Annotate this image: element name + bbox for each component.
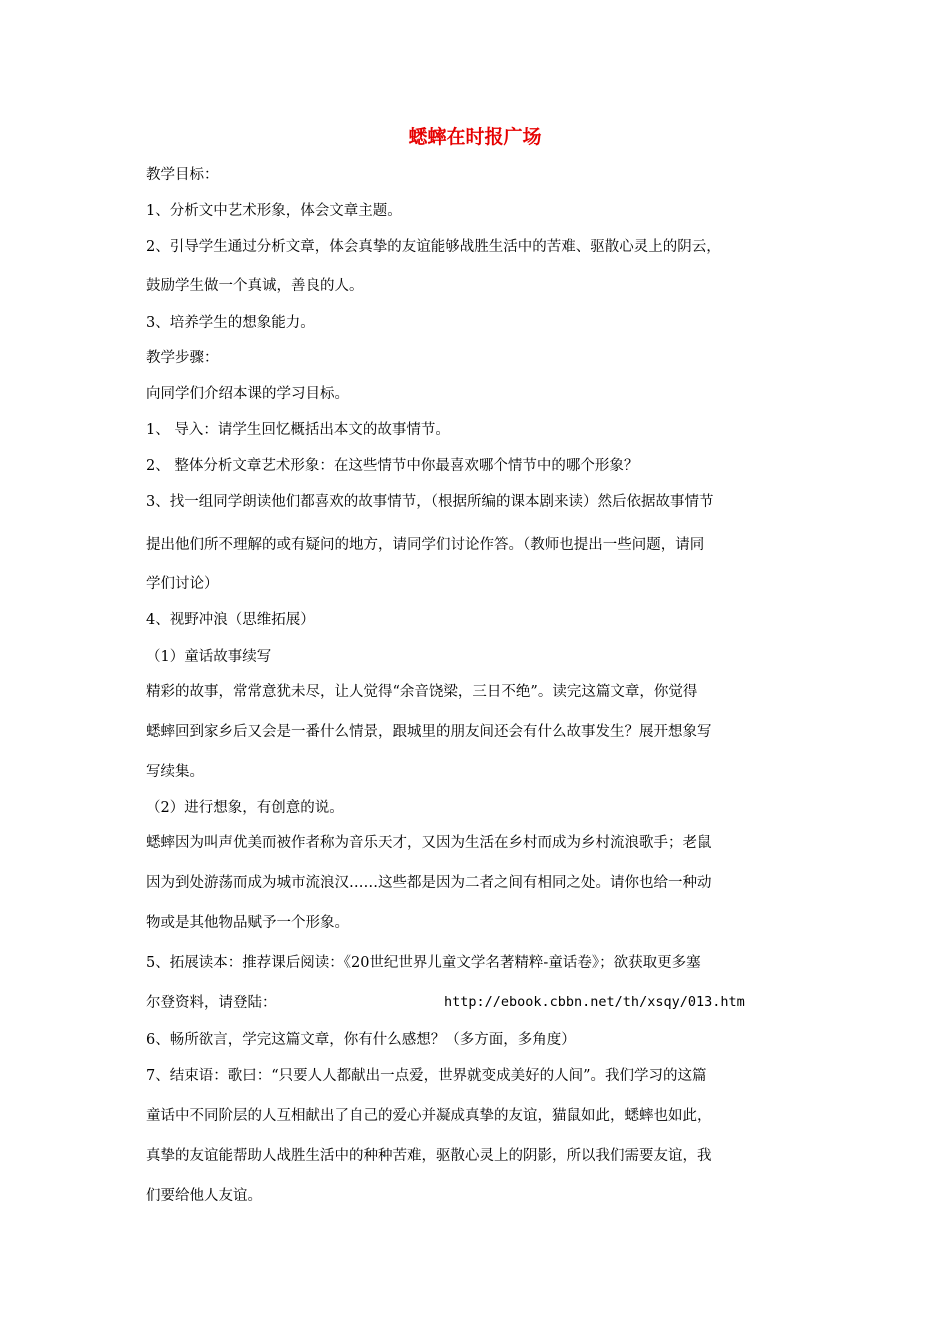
text-line: 学们讨论） (146, 576, 219, 592)
document-url-link[interactable]: http://ebook.cbbn.net/th/xsqy/013.htm (444, 994, 745, 1010)
text-line: 蟋蟀回到家乡后又会是一番什么情景，跟城里的朋友间还会有什么故事发生？展开想象写 (146, 724, 712, 740)
text-line: 们要给他人友谊。 (146, 1188, 262, 1204)
text-line: 2、引导学生通过分析文章，体会真挚的友谊能够战胜生活中的苦难、驱散心灵上的阴云， (146, 239, 721, 255)
text-line: 物或是其他物品赋予一个形象。 (146, 915, 349, 931)
text-line: 3、培养学生的想象能力。 (146, 315, 315, 331)
text-line: 写续集。 (146, 764, 204, 780)
text-line: 3、找一组同学朗读他们都喜欢的故事情节，（根据所编的课本剧来读）然后依据故事情节 (146, 494, 714, 510)
document-title: 蟋蟀在时报广场 (408, 126, 542, 148)
text-line: 因为到处游荡而成为城市流浪汉……这些都是因为二者之间有相同之处。请你也给一种动 (146, 875, 712, 891)
text-line: 精彩的故事，常常意犹未尽，让人觉得“余音饶梁，三日不绝”。读完这篇文章，你觉得 (146, 684, 698, 700)
text-line: 5、拓展读本：推荐课后阅读：《20世纪世界儿童文学名著精粹-童话卷》；欲获取更多塞 (146, 955, 701, 971)
text-line: 童话中不同阶层的人互相献出了自己的爱心并凝成真挚的友谊，猫鼠如此，蟋蟀也如此， (146, 1108, 712, 1124)
text-line: 蟋蟀因为叫声优美而被作者称为音乐天才，又因为生活在乡村而成为乡村流浪歌手；老鼠 (146, 835, 712, 851)
text-line: 2、 整体分析文章艺术形象：在这些情节中你最喜欢哪个情节中的哪个形象？ (146, 458, 639, 474)
text-line: 教学目标： (146, 167, 219, 183)
text-line: 真挚的友谊能帮助人战胜生活中的种种苦难，驱散心灵上的阴影，所以我们需要友谊，我 (146, 1148, 712, 1164)
text-line: 1、 导入：请学生回忆概括出本文的故事情节。 (146, 422, 450, 438)
text-line: （2）进行想象，有创意的说。 (146, 800, 344, 816)
text-line: 教学步骤： (146, 350, 219, 366)
text-line: 鼓励学生做一个真诚，善良的人。 (146, 278, 364, 294)
text-line url-label: 尔登资料，请登陆： (146, 995, 277, 1011)
text-line: 提出他们所不理解的或有疑问的地方，请同学们讨论作答。（教师也提出一些问题，请同 (146, 537, 705, 553)
text-line: （1）童话故事续写 (146, 649, 272, 665)
text-line: 6、畅所欲言，学完这篇文章，你有什么感想？（多方面，多角度） (146, 1032, 576, 1048)
text-line: 4、视野冲浪（思维拓展） (146, 612, 315, 628)
text-line: 向同学们介绍本课的学习目标。 (146, 386, 349, 402)
text-line: 7、结束语：歌曰：“只要人人都献出一点爱，世界就变成美好的人间”。我们学习的这篇 (146, 1068, 707, 1084)
text-line: 1、分析文中艺术形象，体会文章主题。 (146, 203, 402, 219)
